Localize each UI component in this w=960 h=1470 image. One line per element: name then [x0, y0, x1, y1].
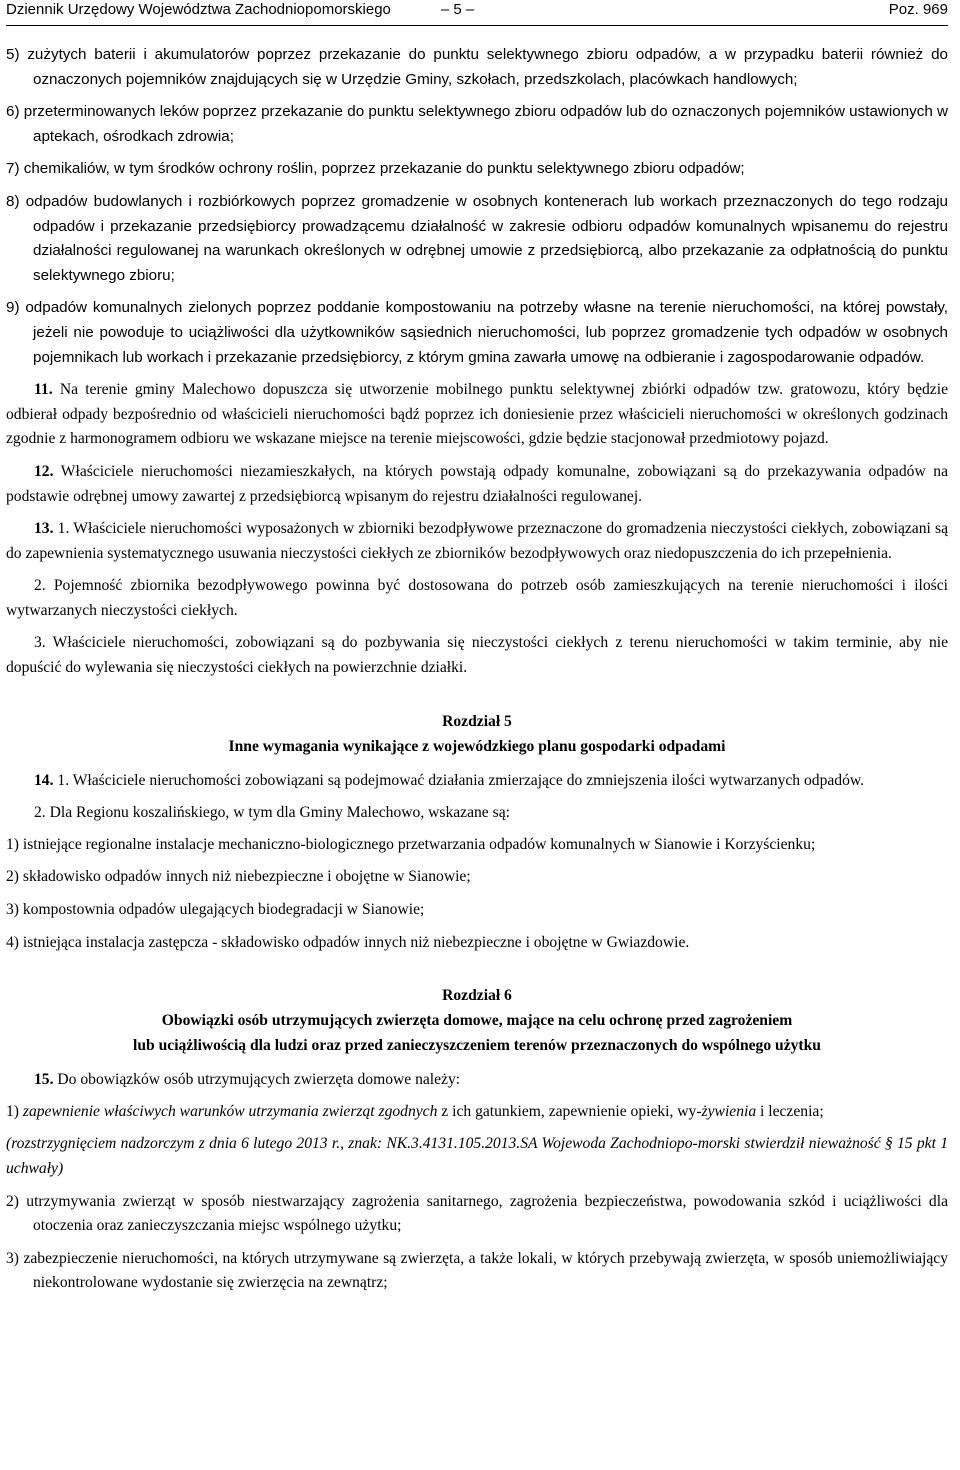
paragraph-text: 1. Właściciele nieruchomości wyposażonych w zbiorniki bezodpływowe przeznaczone do gromadzenia nieczystości ciekłych, zobowiązani są do zapewnienia systematycznego usuwania nieczystości ciekłych ze zbiorników bezodpływowych oraz niedopuszczenia do ich przepełnienia. [6, 520, 948, 562]
paragraph-13-3: 3. Właściciele nieruchomości, zobowiązani są do pozbywania się nieczystości ciekłych z terenu nieruchomości w takim terminie, aby nie dopuścić do wylewania się nieczystości ciekłych na powierzchnie działki. [6, 634, 948, 677]
list-item: 3) kompostownia odpadów ulegających biodegradacji w Sianowie; [6, 901, 425, 919]
list-item: 5) zużytych baterii i akumulatorów poprzez przekazanie do punktu selektywnego zbioru odpadów, a w przypadku baterii również do oznaczonych pojemników znajdujących się w Urzędzie Gminy, szkołach, przedszkolach, placówkach handlowych; [6, 46, 948, 88]
paragraph-number: 15. [34, 1071, 54, 1089]
journal-title: Dziennik Urzędowy Województwa Zachodniopomorskiego [6, 1, 391, 18]
supervisory-note: (rozstrzygnięciem nadzorczym z dnia 6 lutego 2013 r., znak: NK.3.4131.105.2013.SA Wojewoda Zachodniopo-morski stwierdził nieważność § 15 pkt 1 uchwały) [6, 1135, 948, 1177]
chapter-title: Inne wymagania wynikające z wojewódzkiego planu gospodarki odpadami [228, 737, 726, 755]
paragraph-number: 13. [34, 520, 54, 538]
paragraph-text: Na terenie gminy Malechowo dopuszcza się utworzenie mobilnego punktu selektywnej zbiórki odpadów tzw. gratowozu, który będzie odbierał odpady bezpośrednio od właścicieli nieruchomości bądź poprzez ich doniesienie przez właścicieli nieruchomości w określonych godzinach zgodnie z harmonogramem odbioru we wskazane miejsce na terenie miejscowości, gdzie będzie stacjonował przedmiotowy pojazd. [6, 381, 948, 448]
paragraph-15 [6, 1068, 948, 1093]
paragraph-12 [6, 460, 948, 509]
chapter-5-heading [6, 709, 948, 759]
list-item: 4) istniejąca instalacja zastępcza - składowisko odpadów innych niż niebezpieczne i obojętne w Gwiazdowie. [6, 933, 690, 951]
paragraph-13-1 [6, 517, 948, 566]
chapter-6-heading [6, 983, 948, 1058]
paragraph-number: 12. [34, 462, 54, 480]
list-item: 1) istniejące regionalne instalacje mechaniczno-biologicznego przetwarzania odpadów komunalnych w Sianowie i Korzyścienku; [6, 835, 816, 853]
list-item: 8) odpadów budowlanych i rozbiórkowych poprzez gromadzenie w osobnych kontenerach lub workach przeznaczonych do tego rodzaju odpadów i przekazanie przedsiębiorcy prowadzącemu działalność w zakresie odbioru odpadów komunalnych wpisanemu do rejestru działalności regulowanej na warunkach określonych w odrębnej umowie z przedsiębiorcą, albo przekazanie za odpłatnością do punktu selektywnego zbioru; [6, 192, 948, 284]
list-item: 6) przeterminowanych leków poprzez przekazanie do punktu selektywnego zbioru odpadów lub do oznaczonych pojemników ustawionych w aptekach, ośrodkach zdrowia; [6, 103, 948, 145]
list-item: 2) składowisko odpadów innych niż niebezpieczne i obojętne w Sianowie; [6, 868, 471, 886]
list-item: 3) zabezpieczenie nieruchomości, na których utrzymywane są zwierzęta, a także lokali, w których przebywają zwierzęta, w sposób uniemożliwiający niekontrolowane wydostanie się zwierzęcia na zewnątrz; [6, 1249, 948, 1292]
list-item-15-1: 1) zapewnienie właściwych warunków utrzymania zwierząt zgodnych z ich gatunkiem, zapewnienie opieki, wy-żywienia i leczenia; [6, 1102, 824, 1120]
list-item: 2) utrzymywania zwierząt w sposób niestwarzający zagrożenia sanitarnego, zagrożenia bezpieczeństwa, powodowania szkód i uciążliwości dla otoczenia oraz zanieczyszczania miejsc wspólnego użytku; [6, 1192, 948, 1235]
chapter-label: Rozdział 5 [442, 712, 512, 730]
paragraph-text: Właściciele nieruchomości niezamieszkałych, na których powstają odpady komunalne, zobowiązani są do przekazywania odpadów na podstawie odrębnej umowy zawartej z przedsiębiorcą wpisanym do rejestru działalności regulowanej. [6, 462, 948, 505]
paragraph-text: Do obowiązków osób utrzymujących zwierzęta domowe należy: [53, 1071, 461, 1089]
paragraph-number: 11. [34, 381, 53, 399]
paragraph-14-1 [6, 769, 948, 794]
page-number: – 5 – [440, 1, 475, 18]
paragraph-14-2: 2. Dla Regionu koszalińskiego, w tym dla Gminy Malechowo, wskazane są: [34, 804, 510, 822]
chapter-title-line-1: Obowiązki osób utrzymujących zwierzęta domowe, mające na celu ochronę przed zagrożeniem [161, 1012, 793, 1030]
list-item: 9) odpadów komunalnych zielonych poprzez poddanie kompostowaniu na potrzeby własne na terenie nieruchomości, na której powstały, jeżeli nie powoduje to uciążliwości dla użytkowników sąsiednich nieruchomości, lub poprzez gromadzenie tych odpadów w osobnych pojemnikach lub workach i przekazanie przedsiębiorcy, z którym gmina zawarła umowę na odbieranie i zagospodarowanie odpadów. [6, 299, 948, 366]
page-header [6, 0, 948, 26]
document-body [6, 26, 948, 1296]
chapter-title-line-2: lub uciążliwością dla ludzi oraz przed zanieczyszczeniem terenów przeznaczonych do wspólnego użytku [133, 1037, 821, 1055]
paragraph-number: 14. [34, 771, 54, 789]
list-item: 7) chemikaliów, w tym środków ochrony roślin, poprzez przekazanie do punktu selektywnego zbioru odpadów; [6, 160, 745, 178]
paragraph-13-2: 2. Pojemność zbiornika bezodpływowego powinna być dostosowana do potrzeb osób zamieszkujących na terenie nieruchomości i ilości wytwarzanych nieczystości ciekłych. [6, 577, 948, 619]
position-number: Poz. 969 [888, 1, 948, 18]
paragraph-11 [6, 378, 948, 452]
chapter-label: Rozdział 6 [442, 987, 512, 1005]
paragraph-text: 1. Właściciele nieruchomości zobowiązani są podejmować działania zmierzające do zmniejszenia ilości wytwarzanych odpadów. [53, 771, 865, 789]
